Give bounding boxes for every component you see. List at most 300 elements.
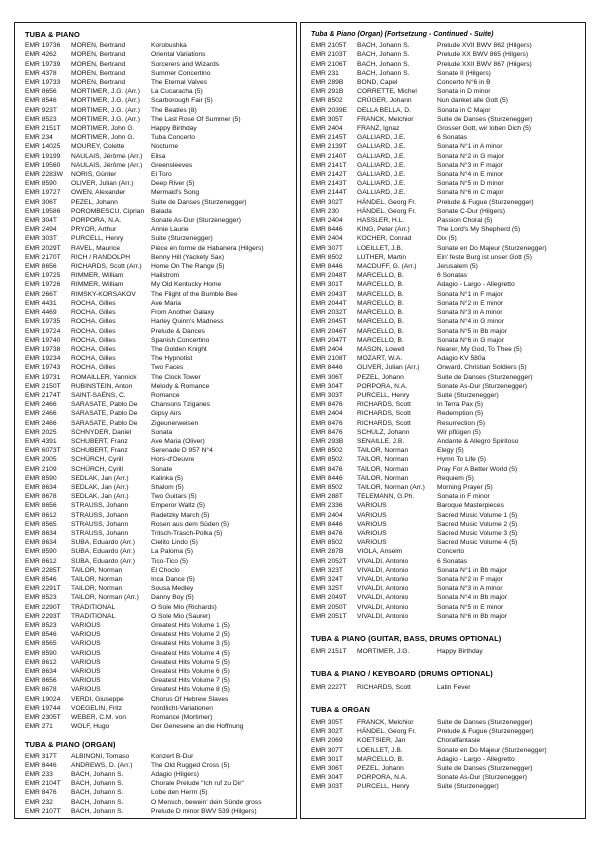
piece-title: Mermaid's Song	[151, 189, 200, 197]
emr-number: EMR 302T	[311, 728, 343, 736]
piece-title: El Toro	[151, 171, 172, 179]
piece-title: Shalom (5)	[151, 483, 184, 491]
emr-number: EMR 306T	[311, 765, 343, 773]
piece-title: Baroque Masterpieces	[437, 502, 504, 510]
piece-title: Sonata N°1 in A minor	[437, 143, 503, 151]
catalog-row	[25, 234, 292, 243]
piece-title: El Choclo	[151, 566, 180, 574]
piece-title: Romance (Mortimer)	[151, 714, 213, 722]
emr-number: EMR 2494	[25, 226, 57, 234]
piece-title: Lobe den Herrn (5)	[151, 789, 208, 797]
catalog-section	[25, 740, 292, 816]
composer-name: SEDLAK, Jan (Arr.)	[71, 493, 129, 501]
emr-number: EMR 306T	[311, 373, 343, 381]
composer-name: MARCELLO, B.	[357, 290, 404, 298]
catalog-row	[25, 685, 292, 694]
piece-title: Harley Quinn's Madness	[151, 318, 224, 326]
piece-title: My Old Kentucky Home	[151, 281, 222, 289]
composer-name: PURCELL, Henry	[357, 783, 410, 791]
catalog-row	[25, 354, 292, 363]
piece-title: La Paloma (5)	[151, 548, 194, 556]
composer-name: GALLIARD, J.E.	[357, 189, 406, 197]
catalog-row	[25, 695, 292, 704]
catalog-row	[25, 142, 292, 151]
catalog-row	[311, 152, 581, 161]
piece-title: O Sole Mio (Saurer)	[151, 612, 211, 620]
piece-title: Scarborough Fair (5)	[151, 97, 213, 105]
emr-number: EMR 2227T	[311, 683, 347, 691]
catalog-row	[25, 584, 292, 593]
emr-number: EMR 2151T	[25, 125, 61, 133]
catalog-row	[311, 746, 581, 755]
emr-number: EMR 266T	[25, 290, 57, 298]
emr-number: EMR 8502	[311, 456, 343, 464]
catalog-row	[25, 78, 292, 87]
emr-number: EMR 232	[25, 798, 53, 806]
catalog-row	[311, 584, 581, 593]
catalog-row	[311, 198, 581, 207]
emr-number: EMR 923T	[25, 106, 57, 114]
catalog-row	[311, 207, 581, 216]
piece-title: Sonate C-Dur (Hilgers)	[437, 207, 506, 215]
emr-number: EMR 2109	[25, 465, 57, 473]
catalog-section	[311, 705, 581, 792]
composer-name: STRAUSS, Johann	[71, 511, 129, 519]
catalog-row	[25, 271, 292, 280]
piece-title: The Flight of the Bumble Bee	[151, 290, 238, 298]
piece-title: Sonata N°3 in A minor	[437, 585, 503, 593]
piece-title: Sonate	[151, 465, 173, 473]
piece-title: The Hypnotist	[151, 355, 193, 363]
composer-name: GALLIARD, J.E.	[357, 143, 406, 151]
catalog-row	[311, 96, 581, 105]
piece-title: The Eternal Valves	[151, 79, 208, 87]
catalog-row	[25, 161, 292, 170]
piece-title: Sacred Music Volume 4 (5)	[437, 539, 518, 547]
catalog-section	[25, 30, 292, 731]
composer-name: PEZEL, Johann	[357, 373, 404, 381]
piece-title: Emperor Waltz (5)	[151, 502, 206, 510]
piece-title: Happy Birthday	[151, 125, 197, 133]
emr-number: EMR 302T	[311, 198, 343, 206]
emr-number: EMR 8476	[311, 419, 343, 427]
catalog-row	[25, 676, 292, 685]
catalog-row	[311, 566, 581, 575]
composer-name: SCHNYDER, Daniel	[71, 428, 132, 436]
emr-number: EMR 2404	[311, 345, 343, 353]
catalog-row	[25, 391, 292, 400]
emr-number: EMR 8656	[25, 502, 57, 510]
composer-name: KING, Peter (Arr.)	[357, 226, 410, 234]
emr-number: EMR 19234	[25, 355, 61, 363]
piece-title: O Mensch, bewein' dein Sünde gross	[151, 798, 262, 806]
composer-name: TAILOR, Norman	[357, 456, 409, 464]
catalog-row	[311, 647, 581, 656]
catalog-row	[25, 308, 292, 317]
composer-name: MORTIMER, J.G. (Arr.)	[71, 115, 140, 123]
emr-number: EMR 2107T	[25, 807, 61, 815]
catalog-row	[311, 428, 581, 437]
catalog-row	[311, 50, 581, 59]
emr-number: EMR 325T	[311, 585, 343, 593]
emr-number: EMR 230	[311, 207, 339, 215]
piece-title: Cielito Lindo (5)	[151, 539, 198, 547]
catalog-row	[311, 345, 581, 354]
emr-number: EMR 2048T	[311, 272, 347, 280]
catalog-row	[25, 299, 292, 308]
emr-number: EMR 8523	[25, 594, 57, 602]
emr-number: EMR 2005	[25, 456, 57, 464]
catalog-row	[25, 50, 292, 59]
piece-title: Chansons Tziganes	[151, 401, 210, 409]
catalog-row	[25, 474, 292, 483]
emr-number: EMR 19560	[25, 161, 61, 169]
emr-number: EMR 2174T	[25, 391, 61, 399]
piece-title: Ein' feste Burg ist unser Gott (5)	[437, 253, 532, 261]
piece-title: Adagio (Hilgers)	[151, 771, 199, 779]
catalog-row	[25, 133, 292, 142]
emr-number: EMR 2044T	[311, 299, 347, 307]
emr-number: EMR 8565	[25, 520, 57, 528]
composer-name: MASON, Lowell	[357, 345, 405, 353]
composer-name: SARASATE, Pablo De	[71, 419, 138, 427]
catalog-row	[311, 575, 581, 584]
composer-name: BACH, Johann S.	[357, 60, 410, 68]
catalog-row	[25, 363, 292, 372]
emr-number: EMR 19736	[25, 42, 61, 50]
catalog-row	[25, 779, 292, 788]
composer-name: RUBINSTEIN, Anton	[71, 382, 133, 390]
composer-name: BACH, Johann S.	[71, 807, 124, 815]
piece-title: Onward, Christian Soldiers (5)	[437, 364, 527, 372]
composer-name: DELLA BELLA, D.	[357, 106, 411, 114]
emr-number: EMR 2290T	[25, 603, 61, 611]
emr-number: EMR 8612	[25, 658, 57, 666]
piece-title: Sacred Music Volume 2 (5)	[437, 520, 518, 528]
catalog-row	[311, 41, 581, 50]
piece-title: Pray For A Better World (5)	[437, 465, 518, 473]
catalog-row	[311, 755, 581, 764]
composer-name: ROCHA, Gilles	[71, 299, 116, 307]
piece-title: Suite (Sturzenegger)	[437, 783, 499, 791]
emr-number: EMR 8502	[311, 447, 343, 455]
emr-number: EMR 2404	[311, 125, 343, 133]
composer-name: RIMSKY-KORSAKOV	[71, 290, 136, 298]
catalog-row	[311, 419, 581, 428]
catalog-row	[25, 807, 292, 816]
emr-number: EMR 8502	[311, 483, 343, 491]
catalog-row	[25, 557, 292, 566]
emr-number: EMR 8565	[25, 640, 57, 648]
piece-title: Balada	[151, 207, 172, 215]
emr-number: EMR 2139T	[311, 143, 347, 151]
catalog-row	[311, 773, 581, 782]
composer-name: RICHARDS, Scott	[357, 419, 411, 427]
catalog-row	[311, 188, 581, 197]
composer-name: MOREN, Bertrand	[71, 69, 126, 77]
emr-number: EMR 19744	[25, 704, 61, 712]
emr-number: EMR 2285T	[25, 566, 61, 574]
emr-number: EMR 2029T	[25, 244, 61, 252]
composer-name: TAILOR, Norman	[357, 465, 409, 473]
composer-name: VIVALDI, Antonio	[357, 594, 409, 602]
emr-number: EMR 2144T	[311, 189, 347, 197]
emr-number: EMR 8446	[311, 226, 343, 234]
composer-name: GALLIARD, J.E.	[357, 171, 406, 179]
composer-name: MOUREY, Colette	[71, 143, 125, 151]
composer-name: VARIOUS	[71, 677, 101, 685]
catalog-row	[311, 520, 581, 529]
catalog-row	[311, 474, 581, 483]
composer-name: GALLIARD, J.E.	[357, 180, 406, 188]
composer-name: MARCELLO, B.	[357, 309, 404, 317]
piece-title: Hors-d'Oeuvre	[151, 456, 195, 464]
piece-title: Concerto N°6 in B	[437, 79, 491, 87]
emr-number: EMR 317T	[25, 752, 57, 760]
emr-number: EMR 8656	[25, 88, 57, 96]
catalog-row	[25, 566, 292, 575]
emr-number: EMR 2145T	[311, 134, 347, 142]
emr-number: EMR 2404	[311, 410, 343, 418]
emr-number: EMR 8446	[25, 761, 57, 769]
piece-title: From Another Galaxy	[151, 309, 215, 317]
composer-name: RICHARDS, Scott	[357, 683, 411, 691]
composer-name: RICHARDS, Scott	[357, 410, 411, 418]
piece-title: Kalinka (5)	[151, 474, 183, 482]
emr-number: EMR 6073T	[25, 447, 61, 455]
composer-name: BACH, Johann S.	[357, 69, 410, 77]
composer-name: VARIOUS	[357, 511, 387, 519]
catalog-row	[25, 124, 292, 133]
piece-title: Sonate As-Dur (Sturzenegger)	[437, 382, 527, 390]
composer-name: VIVALDI, Antonio	[357, 603, 409, 611]
catalog-row	[25, 511, 292, 520]
emr-number: EMR 2283W	[25, 171, 63, 179]
composer-name: MORTIMER, J.G. (Arr.)	[71, 106, 140, 114]
emr-number: EMR 2047T	[311, 336, 347, 344]
composer-name: SCHÜRCH, Cyrill	[71, 456, 124, 464]
catalog-row	[25, 106, 292, 115]
catalog-row	[25, 492, 292, 501]
emr-number: EMR 8476	[311, 428, 343, 436]
catalog-row	[311, 308, 581, 317]
composer-name: STRAUSS, Johann	[71, 502, 129, 510]
catalog-row	[25, 60, 292, 69]
catalog-row	[25, 428, 292, 437]
piece-title: Benny Hill (Yackety Sax)	[151, 253, 225, 261]
catalog-row	[25, 317, 292, 326]
emr-number: EMR 4431	[25, 299, 57, 307]
piece-title: Suite de Danses (Sturzenegger)	[437, 719, 533, 727]
piece-title: La Cucaracha (5)	[151, 88, 203, 96]
catalog-row	[311, 262, 581, 271]
piece-title: Greatest Hits Volume 8 (5)	[151, 686, 230, 694]
composer-name: MARCELLO, B.	[357, 299, 404, 307]
emr-number: EMR 2143T	[311, 180, 347, 188]
emr-number: EMR 307T	[311, 244, 343, 252]
piece-title: Sonata N°6 in G major	[437, 336, 504, 344]
piece-title: Suite de Danses (Sturzenegger)	[437, 115, 533, 123]
composer-name: VIVALDI, Antonio	[357, 575, 409, 583]
composer-name: PORPORA, N.A.	[357, 382, 408, 390]
composer-name: STRAUSS, Johann	[71, 529, 129, 537]
piece-title: The Old Rugged Cross (5)	[151, 761, 230, 769]
piece-title: Hailstrom	[151, 272, 180, 280]
composer-name: ROCHA, Gilles	[71, 327, 116, 335]
emr-number: EMR 2466	[25, 410, 57, 418]
catalog-row	[25, 603, 292, 612]
piece-title: Der Genesene an die Hoffnung	[151, 723, 244, 731]
composer-name: VIOLA, Anselm	[357, 548, 403, 556]
piece-title: Radetzky March (5)	[151, 511, 210, 519]
composer-name: VARIOUS	[71, 668, 101, 676]
catalog-section	[311, 634, 581, 656]
section-header: TUBA & PIANO (ORGAN)	[25, 740, 116, 750]
right-column-box	[300, 22, 586, 819]
emr-number: EMR 304T	[25, 217, 57, 225]
piece-title: Adagio - Largo - Allegretto	[437, 755, 515, 763]
emr-number: EMR 8612	[25, 511, 57, 519]
composer-name: TAILOR, Norman (Arr.)	[357, 483, 425, 491]
emr-number: EMR 2142T	[311, 171, 347, 179]
catalog-row	[311, 382, 581, 391]
catalog-row	[25, 649, 292, 658]
emr-number: EMR 19733	[25, 79, 61, 87]
emr-number: EMR 4378	[25, 69, 57, 77]
right-column-content	[301, 23, 585, 792]
composer-name: MARCELLO, B.	[357, 336, 404, 344]
composer-name: VARIOUS	[71, 658, 101, 666]
emr-number: EMR 293B	[311, 437, 344, 445]
catalog-row	[311, 280, 581, 289]
piece-title: Jerusalem (5)	[437, 263, 478, 271]
composer-name: ROCHA, Gilles	[71, 355, 116, 363]
piece-title: Happy Birthday	[437, 648, 483, 656]
composer-name: SAINT-SAËNS, C.	[71, 391, 126, 399]
composer-name: SARASATE, Pablo De	[71, 410, 138, 418]
catalog-row	[311, 299, 581, 308]
composer-name: VERDI, Giuseppe	[71, 695, 124, 703]
catalog-row	[311, 363, 581, 372]
composer-name: FRANCK, Melchior	[357, 719, 414, 727]
piece-title: Ave Maria	[151, 299, 181, 307]
emr-number: EMR 303T	[25, 235, 57, 243]
catalog-row	[25, 437, 292, 446]
composer-name: MOREN, Bertrand	[71, 60, 126, 68]
composer-name: NAULAIS, Jérôme (Arr.)	[71, 152, 143, 160]
composer-name: MORTIMER, J.G.	[357, 648, 410, 656]
piece-title: Greatest Hits Volume 1 (5)	[151, 622, 230, 629]
composer-name: MACDUFF, G. (Arr.)	[357, 263, 417, 271]
piece-title: 6 Sonatas	[437, 134, 468, 142]
composer-name: PURCELL, Henry	[357, 391, 410, 399]
composer-name: TAILOR, Norman (Arr.)	[71, 594, 139, 602]
composer-name: VARIOUS	[357, 529, 387, 537]
emr-number: EMR 14025	[25, 143, 61, 151]
composer-name: SUBA, Eduardo (Arr.)	[71, 548, 135, 556]
emr-number: EMR 306T	[25, 198, 57, 206]
catalog-row	[311, 603, 581, 612]
piece-title: The Beatles (8)	[151, 106, 197, 114]
catalog-row	[25, 225, 292, 234]
catalog-row	[311, 727, 581, 736]
emr-number: EMR 8523	[25, 622, 57, 629]
composer-name: KOETSIER, Jan	[357, 737, 406, 745]
piece-title: Suite de Danses (Sturzenegger)	[437, 373, 533, 381]
composer-name: OLIVER, Julian (Arr.)	[357, 364, 420, 372]
emr-number: EMR 8546	[25, 575, 57, 583]
piece-title: Redemption (5)	[437, 410, 484, 418]
emr-number: EMR 8634	[25, 668, 57, 676]
emr-number: EMR 8476	[25, 789, 57, 797]
composer-name: SCHULZ, Johann	[357, 428, 410, 436]
catalog-row	[311, 225, 581, 234]
composer-name: BACH, Johann S.	[71, 771, 124, 779]
composer-name: FRANCK, Melchior	[357, 115, 414, 123]
catalog-row	[311, 511, 581, 520]
emr-number: EMR 301T	[311, 755, 343, 763]
emr-number: EMR 304T	[311, 382, 343, 390]
emr-number: EMR 288T	[311, 493, 343, 501]
composer-name: LUTHER, Martin	[357, 253, 407, 261]
composer-name: LOEILLET, J.B.	[357, 746, 403, 754]
section-header: TUBA & PIANO / KEYBOARD (DRUMS OPTIONAL)	[311, 669, 493, 679]
catalog-row	[311, 764, 581, 773]
piece-title: Sonata in D minor	[437, 88, 491, 96]
left-column-content	[15, 23, 296, 816]
catalog-row	[311, 170, 581, 179]
composer-name: CRÜGER, Johann	[357, 97, 412, 105]
emr-number: EMR 4391	[25, 437, 57, 445]
catalog-row	[311, 69, 581, 78]
composer-name: RIMMER, William	[71, 281, 124, 289]
catalog-row	[25, 621, 292, 630]
emr-number: EMR 2051T	[311, 612, 347, 620]
emr-number: EMR 2108T	[311, 355, 347, 363]
emr-number: EMR 2336	[311, 502, 343, 510]
composer-name: GALLIARD, J.E.	[357, 134, 406, 142]
piece-title: Chorus Of Hebrew Slaves	[151, 695, 229, 703]
catalog-row	[25, 704, 292, 713]
emr-number: EMR 233	[25, 771, 53, 779]
piece-title: Wir pflügen (5)	[437, 428, 481, 436]
emr-number: EMR 8612	[25, 557, 57, 565]
composer-name: RICH / RANDOLPH	[71, 253, 131, 261]
catalog-row	[25, 253, 292, 262]
composer-name: VIVALDI, Antonio	[357, 557, 409, 565]
catalog-row	[25, 547, 292, 556]
emr-number: EMR 2032T	[311, 309, 347, 317]
piece-title: Sonate II (Hilgers)	[437, 69, 491, 77]
catalog-row	[25, 115, 292, 124]
emr-number: EMR 305T	[311, 115, 343, 123]
piece-title: Greatest Hits Volume 7 (5)	[151, 677, 230, 685]
piece-title: Sonata in F minor	[437, 493, 490, 501]
piece-title: Sonata N°2 in G major	[437, 152, 504, 160]
composer-name: OLIVER, Julian (Arr.)	[71, 180, 134, 188]
piece-title: Dix (5)	[437, 235, 457, 243]
composer-name: SEDLAK, Jan (Arr.)	[71, 483, 129, 491]
piece-title: In Terra Pax (5)	[437, 401, 483, 409]
piece-title: Prelude D minor BWV 539 (Hilgers)	[151, 807, 257, 815]
piece-title: Concerto	[437, 548, 465, 556]
emr-number: EMR 2025	[25, 428, 57, 436]
catalog-row	[311, 354, 581, 363]
composer-name: MORTIMER, J.G. (Arr.)	[71, 88, 140, 96]
emr-number: EMR 2105T	[311, 42, 347, 50]
piece-title: Adagio - Largo - Allegretto	[437, 281, 515, 289]
composer-name: NAULAIS, Jérôme (Arr.)	[71, 161, 143, 169]
